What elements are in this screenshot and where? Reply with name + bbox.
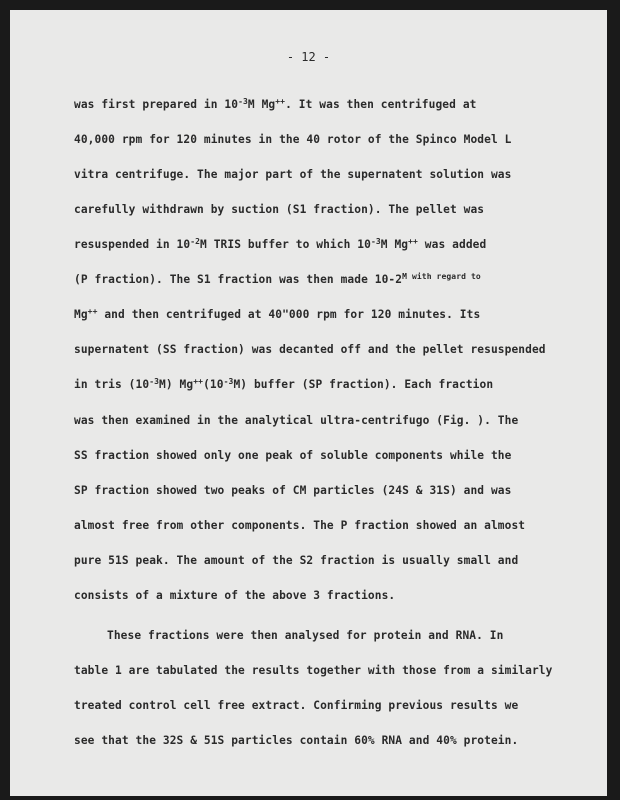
text-line: pure 51S peak. The amount of the S2 fraction is usually small and <box>74 554 519 567</box>
document-page <box>10 10 607 796</box>
text-line: (P fraction). The S1 fraction was then made $10-2^{M with regard to}$ <box>74 272 481 286</box>
text-line: Mg++ and then centrifuged at 40"000 rpm for 120 minutes. Its <box>74 307 481 321</box>
text-line: was then examined in the analytical ultra-centrifugo (Fig. ). The <box>74 414 519 427</box>
text-line: supernatent (SS fraction) was decanted off and the pellet resuspended <box>74 343 546 356</box>
text-line: treated control cell free extract. Confirming previous results we <box>74 699 519 712</box>
text-line: carefully withdrawn by suction (S1 fraction). The pellet was <box>74 203 485 216</box>
text-line: vitra centrifuge. The major part of the supernatent solution was <box>74 168 512 181</box>
text-line: SP fraction showed two peaks of CM particles (24S & 31S) and was <box>74 484 512 497</box>
page-number: - 12 - <box>286 50 331 64</box>
text-line: SS fraction showed only one peak of soluble components while the <box>74 449 512 462</box>
text-line: 40,000 rpm for 120 minutes in the 40 rotor of the Spinco Model L <box>74 133 512 146</box>
text-line: consists of a mixture of the above 3 fractions. <box>74 589 396 602</box>
text-line: These fractions were then analysed for protein and RNA. In <box>107 629 504 642</box>
text-line: see that the 32S & 51S particles contain 60% RNA and 40% protein. <box>74 734 519 747</box>
text-line: was first prepared in $10^{-3}M$ Mg++. It was then centrifuged at <box>74 97 477 111</box>
text-line: resuspended in $10^{-2}M$ TRIS buffer to which $10^{-3}M$ Mg++ was added <box>74 237 487 251</box>
text-line: almost free from other components. The P fraction showed an almost <box>74 519 526 532</box>
text-line: in tris $(10^{-3}M)$ $Mg^{++}(10^{-3}M)$ buffer (SP fraction). Each fraction <box>74 377 494 391</box>
text-line: table 1 are tabulated the results together with those from a similarly <box>74 664 553 677</box>
